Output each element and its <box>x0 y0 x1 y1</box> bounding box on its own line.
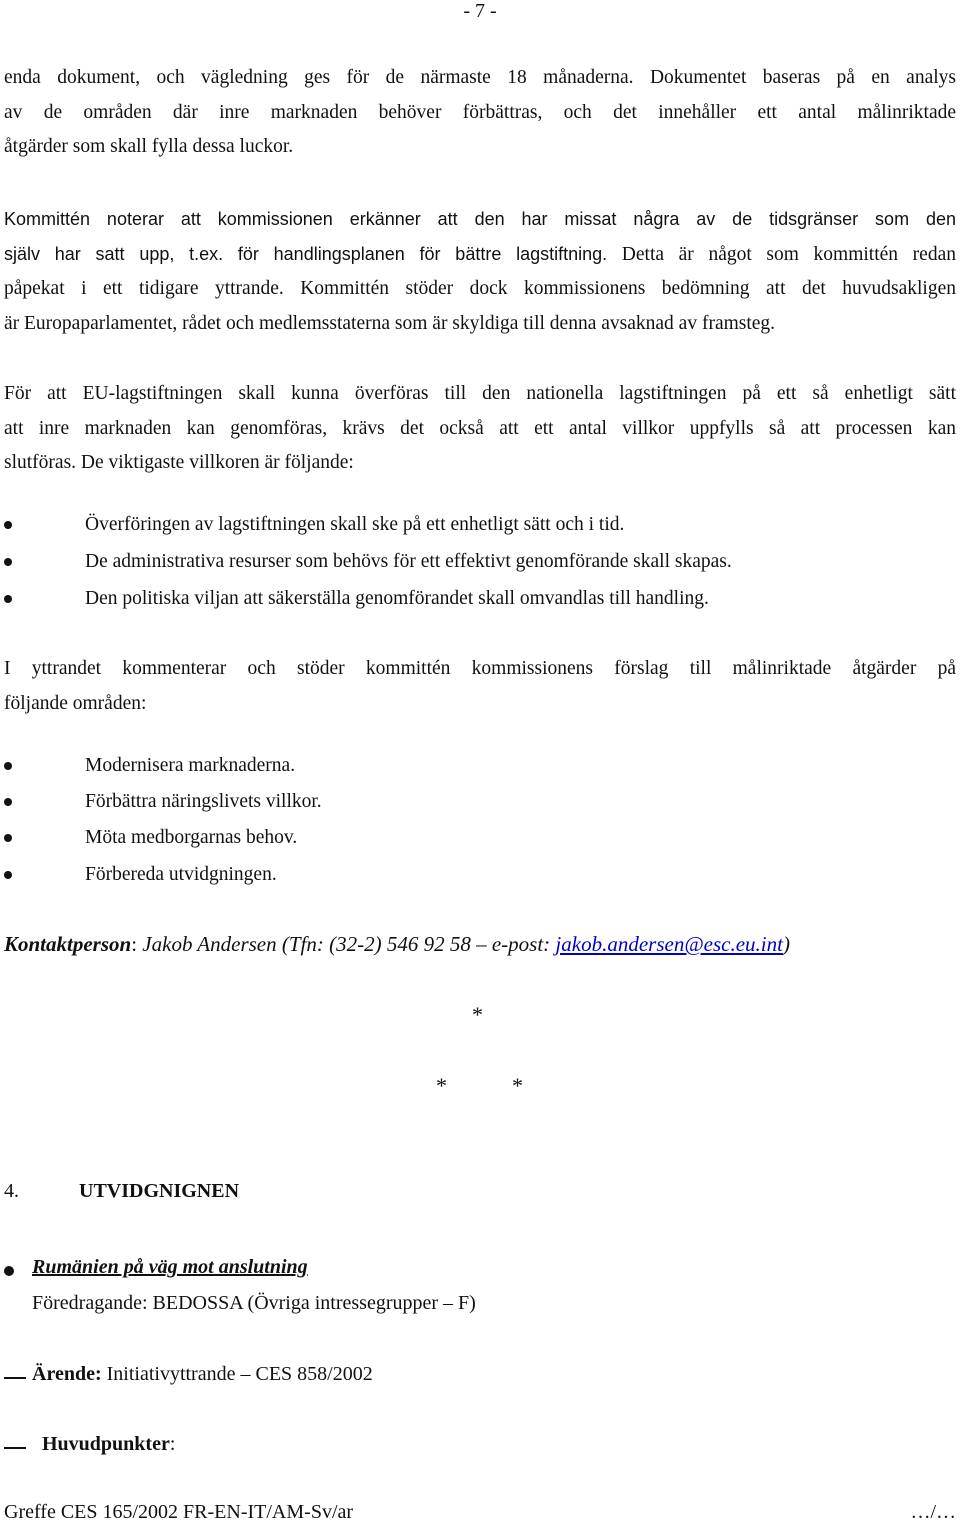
bullet-icon <box>4 558 12 566</box>
text-line <box>4 272 956 307</box>
opinion-item <box>4 1256 604 1286</box>
list-item-text: Överföringen av lagstiftningen skall ske på ett enhetligt sätt och i tid. <box>85 514 625 535</box>
main-points-line <box>4 1433 404 1463</box>
main-points-text <box>42 1433 175 1456</box>
text-line: är Europaparlamentet, rådet och medlemsstaterna som är skyldiga till denna avsaknad av framsteg. <box>4 312 776 334</box>
section-title <box>79 1180 239 1203</box>
bullet-icon <box>4 762 12 770</box>
rapporteur: Föredragande: BEDOSSA (Övriga intressegrupper – F) <box>32 1292 476 1314</box>
contact-close: ) <box>782 932 790 956</box>
bullet-icon <box>4 595 12 603</box>
list-item-text: Möta medborgarnas behov. <box>85 827 298 848</box>
section-title-text: UTVIDGNIGNEN <box>79 1180 240 1202</box>
paragraph-intro <box>4 61 956 165</box>
text-line: av de områden där inre marknaden behöver förbättras, och det innehåller ett antal målinriktade <box>4 101 956 123</box>
text-line: att inre marknaden kan genomföras, krävs det också att ett antal villkor uppfylls så att processen kan <box>4 417 956 439</box>
paragraph-conditions-intro <box>4 377 956 481</box>
contact-label: Kontaktperson <box>4 932 132 956</box>
bullet-icon <box>4 521 12 529</box>
section-number: 4. <box>4 1180 19 1202</box>
contact-colon: : <box>131 932 138 956</box>
list-item-text: Modernisera marknaderna. <box>85 755 296 776</box>
continuation-mark: …/… <box>910 1501 956 1523</box>
text-line: slutföras. De viktigaste villkoren är följande: <box>4 452 354 473</box>
page-number: - 7 - <box>463 0 497 22</box>
bullet-icon <box>4 871 12 879</box>
separator-star: * <box>436 1073 447 1098</box>
subject-text <box>32 1363 373 1386</box>
main-points-colon: : <box>169 1433 176 1455</box>
document-reference: Greffe CES 165/2002 FR-EN-IT/AM-Sv/ar <box>4 1501 354 1523</box>
text-line: Kommittén noterar att kommissionen erkänner att den har missat några av de tidsgränser som den <box>4 209 956 229</box>
contact-line <box>4 932 790 957</box>
text-span: Kommittén stöder dock kommissionens bedömning att det huvudsakligen <box>283 278 956 299</box>
separator-star: * <box>512 1073 523 1098</box>
main-points-label: Huvudpunkter <box>42 1433 170 1455</box>
text-span: Detta är något som kommittén redan <box>607 243 956 265</box>
footer <box>4 1501 956 1524</box>
text-line <box>4 237 956 273</box>
list-item-text: De administrativa resurser som behövs för ett effektivt genomförande skall skapas. <box>85 551 732 572</box>
list-item-text: Den politiska viljan att säkerställa genomförandet skall omvandlas till handling. <box>85 588 709 609</box>
text-line: åtgärder som skall fylla dessa luckor. <box>4 136 294 157</box>
dash-icon <box>4 1377 26 1379</box>
email-link[interactable]: jakob.andersen@esc.eu.int <box>555 932 783 956</box>
subject-value: Initiativyttrande – CES 858/2002 <box>101 1363 373 1385</box>
bullet-icon <box>4 834 12 842</box>
paragraph-areas-intro <box>4 652 956 721</box>
text-span: påpekat i ett tidigare yttrande. <box>4 278 284 299</box>
text-span: själv har satt upp, t.ex. för handlingsplanen för bättre lagstiftning. <box>4 243 608 264</box>
contact-text: Jakob Andersen (Tfn: (32-2) 546 92 58 – e-post: <box>137 932 556 956</box>
subject-line <box>4 1363 704 1393</box>
text-line: följande områden: <box>4 692 147 714</box>
text-line: För att EU-lagstiftningen skall kunna överföras till den nationella lagstiftningen på ett så enhetligt sätt <box>4 383 956 404</box>
text-line: I yttrandet kommenterar och stöder kommittén kommissionens förslag till målinriktade åtgärder på <box>4 658 956 679</box>
subject-label: Ärende: <box>32 1363 102 1385</box>
opinion-title: Rumänien på väg mot anslutning <box>32 1256 308 1278</box>
bullet-icon <box>4 798 12 806</box>
bullet-icon <box>4 1266 14 1276</box>
dash-icon <box>4 1447 26 1449</box>
separator-star: * <box>472 1002 483 1027</box>
list-item-text: Förbereda utvidgningen. <box>85 864 277 885</box>
list-item-text: Förbättra näringslivets villkor. <box>85 791 322 812</box>
text-line: enda dokument, och vägledning ges för de närmaste 18 månaderna. Dokumentet baseras på en analys <box>4 67 956 88</box>
paragraph-committee-notes <box>4 202 956 341</box>
